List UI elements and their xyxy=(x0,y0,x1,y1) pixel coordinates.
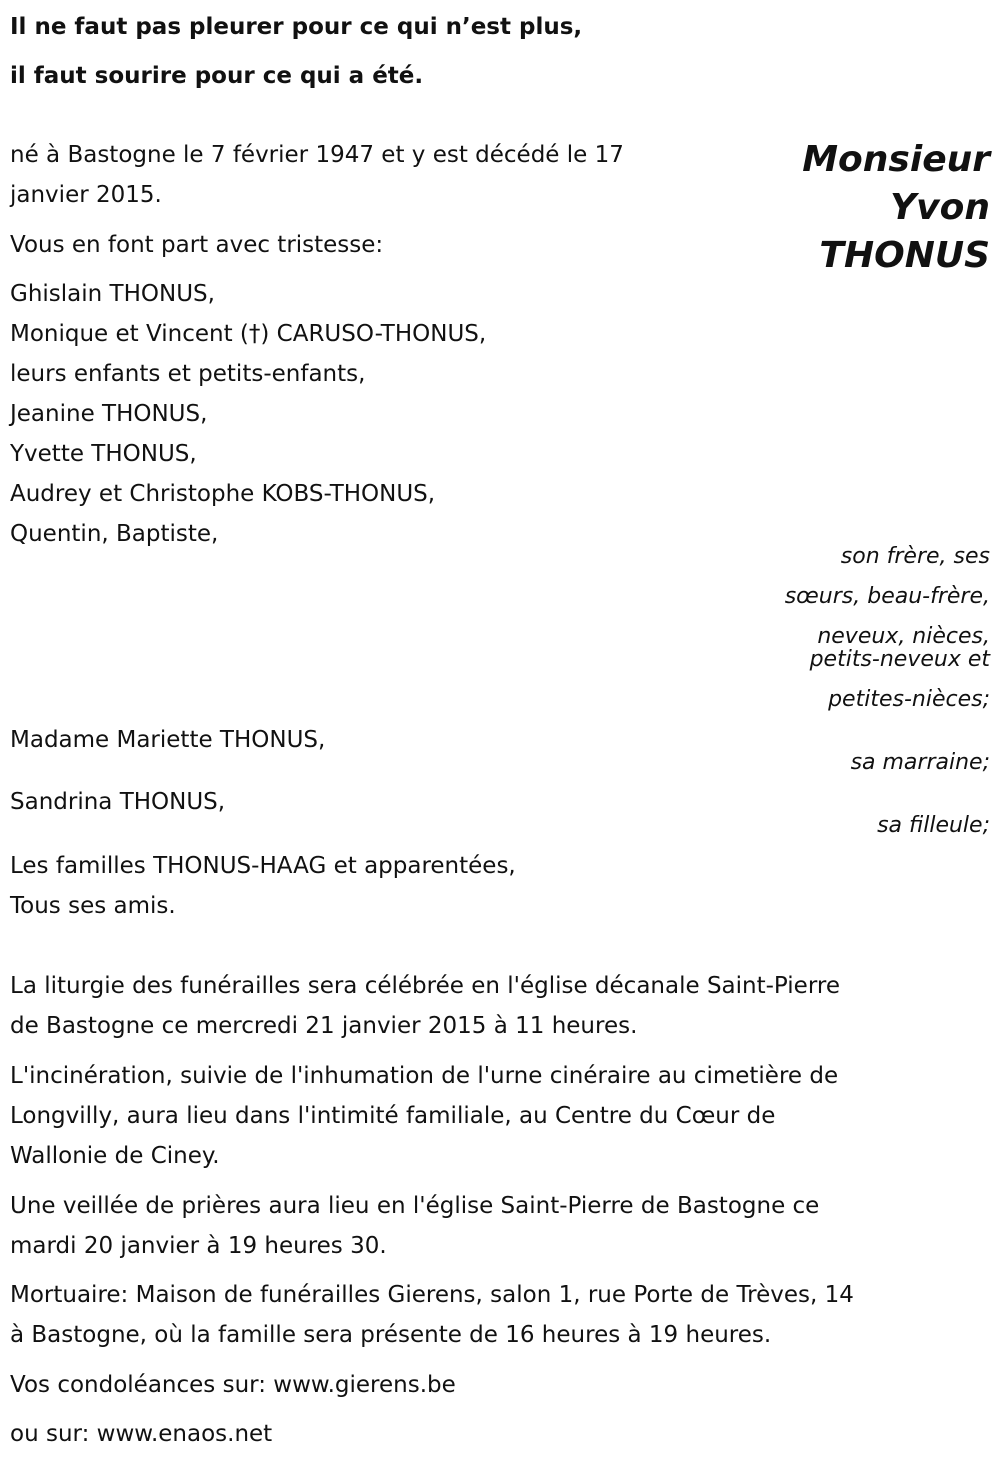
others-line-1: Les familles THONUS-HAAG et apparentées, xyxy=(10,853,516,879)
birth-death-line-2: janvier 2015. xyxy=(10,182,162,208)
deceased-name xyxy=(802,136,990,280)
announcement: Vous en font part avec tristesse: xyxy=(10,232,384,258)
family-relation-line: petits-neveux et xyxy=(809,647,990,672)
family-member: Quentin, Baptiste, xyxy=(10,521,219,547)
deceased-last-name: THONUS xyxy=(819,235,990,276)
mortuary-line: à Bastogne, où la famille sera présente de 16 heures à 19 heures. xyxy=(10,1322,772,1348)
godmother-relation: sa marraine; xyxy=(850,750,990,775)
family-relation-line: neveux, nièces, xyxy=(817,624,990,649)
godmother-name: Madame Mariette THONUS, xyxy=(10,727,326,753)
family-member: Audrey et Christophe KOBS-THONUS, xyxy=(10,481,436,507)
goddaughter-relation: sa filleule; xyxy=(877,813,990,838)
deceased-title: Monsieur xyxy=(802,139,990,180)
family-member: Monique et Vincent (†) CARUSO-THONUS, xyxy=(10,321,487,347)
goddaughter-name: Sandrina THONUS, xyxy=(10,789,226,815)
deceased-first-name: Yvon xyxy=(890,187,990,228)
family-relation-line: petites-nièces; xyxy=(828,687,990,712)
condolences-line-2: ou sur: www.enaos.net xyxy=(10,1421,273,1447)
family-member: leurs enfants et petits-enfants, xyxy=(10,361,366,387)
others-line-2: Tous ses amis. xyxy=(10,893,176,919)
birth-death-line-1: né à Bastogne le 7 février 1947 et y est décédé le 17 xyxy=(10,142,624,168)
condolences-line-1: Vos condoléances sur: www.gierens.be xyxy=(10,1372,456,1398)
family-relation-line: son frère, ses xyxy=(840,544,990,569)
cremation-line: L'incinération, suivie de l'inhumation de l'urne cinéraire au cimetière de xyxy=(10,1063,839,1089)
cremation-line: Wallonie de Ciney. xyxy=(10,1143,220,1169)
mortuary-line: Mortuaire: Maison de funérailles Gierens, salon 1, rue Porte de Trèves, 14 xyxy=(10,1282,854,1308)
family-relation-line: sœurs, beau-frère, xyxy=(784,584,990,609)
liturgy-line: La liturgie des funérailles sera célébrée en l'église décanale Saint-Pierre xyxy=(10,973,840,999)
cremation-line: Longvilly, aura lieu dans l'intimité familiale, au Centre du Cœur de xyxy=(10,1103,776,1129)
vigil-line: mardi 20 janvier à 19 heures 30. xyxy=(10,1233,387,1259)
family-member: Ghislain THONUS, xyxy=(10,281,215,307)
epitaph-line-2: il faut sourire pour ce qui a été. xyxy=(10,63,424,89)
liturgy-line: de Bastogne ce mercredi 21 janvier 2015 à 11 heures. xyxy=(10,1013,638,1039)
family-member: Jeanine THONUS, xyxy=(10,401,208,427)
vigil-line: Une veillée de prières aura lieu en l'église Saint-Pierre de Bastogne ce xyxy=(10,1193,820,1219)
epitaph-line-1: Il ne faut pas pleurer pour ce qui n’est plus, xyxy=(10,14,583,40)
family-member: Yvette THONUS, xyxy=(10,441,197,467)
